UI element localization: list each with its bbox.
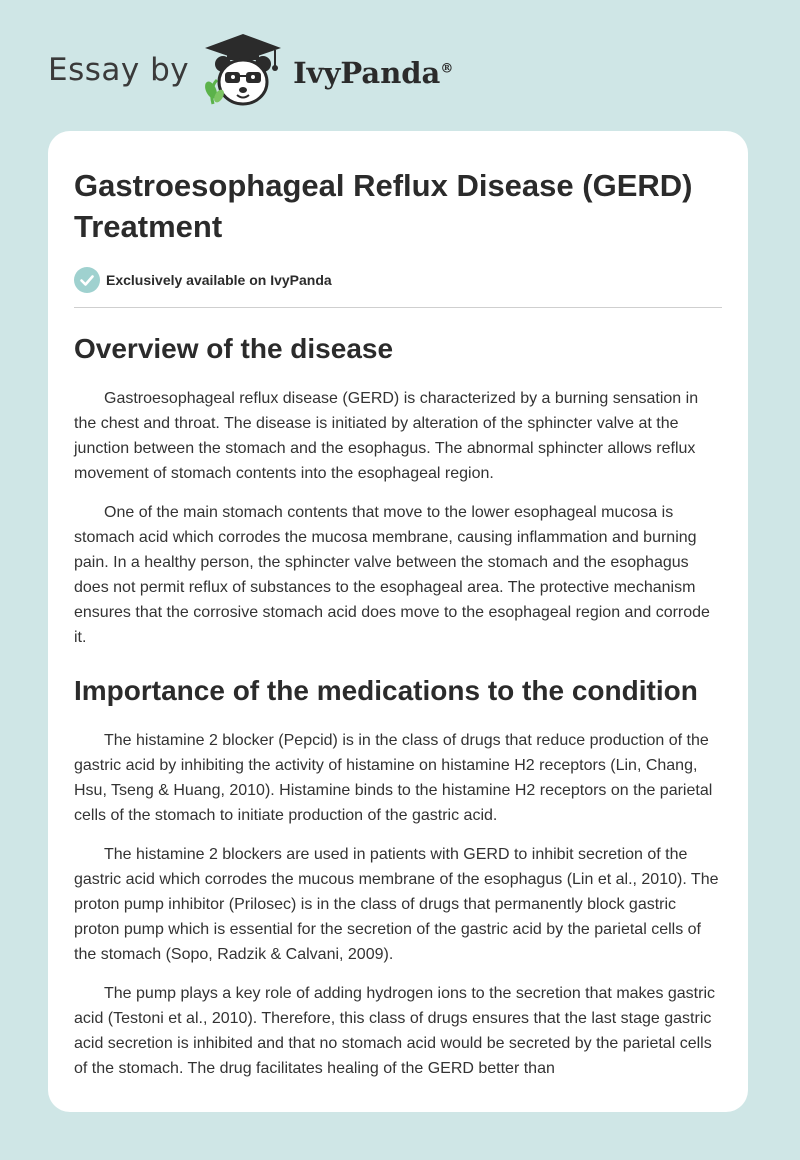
section-heading-medications: Importance of the medications to the condition <box>74 675 698 706</box>
check-circle-icon <box>74 267 100 293</box>
paragraph: The histamine 2 blockers are used in patients with GERD to inhibit secretion of the gastric acid which corrodes the mucous membrane of the esophagus (Lin et al., 2010). The proton pump inhibitor (Prilosec) is in the class of drugs that permanently block gastric proton pump which is essential for the secretion of the gastric acid by the parietal cells of the stomach (Sopo, Radzik & Calvani, 2009). <box>74 846 719 963</box>
page-title: Gastroesophageal Reflux Disease (GERD) Treatment <box>74 168 693 244</box>
paragraph: The pump plays a key role of adding hydrogen ions to the secretion that makes gastric acid (Testoni et al., 2010). Therefore, this class of drugs ensures that the last stage gastric acid secretion is inhibited and that no stomach acid would be secreted by the parietal cells of the stomach. The drug facilitates healing of the GERD better than <box>74 985 716 1077</box>
brand-name: IvyPanda® <box>293 56 454 90</box>
essay-card <box>48 131 748 1112</box>
section-heading-overview: Overview of the disease <box>74 333 394 364</box>
paragraph: Gastroesophageal reflux disease (GERD) is characterized by a burning sensation in the chest and throat. The disease is initiated by alteration of the sphincter valve at the junction between the stomach and the esophagus. The abnormal sphincter allows reflux movement of stomach contents into the esophageal region. <box>74 390 699 482</box>
panda-logo-icon <box>199 30 287 110</box>
paragraph: The histamine 2 blocker (Pepcid) is in the class of drugs that reduce production of the gastric acid by inhibiting the activity of histamine on histamine H2 receptors (Lin, Chang, Hsu, Tseng & Huang, 2010). Histamine binds to the histamine H2 receptors on the parietal cells of the stomach to initiate production of the gastric acid. <box>74 732 713 824</box>
exclusive-badge-label: Exclusively available on IvyPanda <box>106 272 332 288</box>
brand-header <box>48 30 453 110</box>
essay-by-text: Essay by <box>48 52 190 88</box>
paragraph: One of the main stomach contents that move to the lower esophageal mucosa is stomach acid which corrodes the mucosa membrane, causing inflammation and burning pain. In a healthy person, the sphincter valve between the stomach and the esophagus does not permit reflux of substances to the esophageal area. The protective mechanism ensures that the corrosive stomach acid does move to the esophageal region and corrode it. <box>74 504 710 646</box>
exclusive-badge <box>74 267 722 308</box>
